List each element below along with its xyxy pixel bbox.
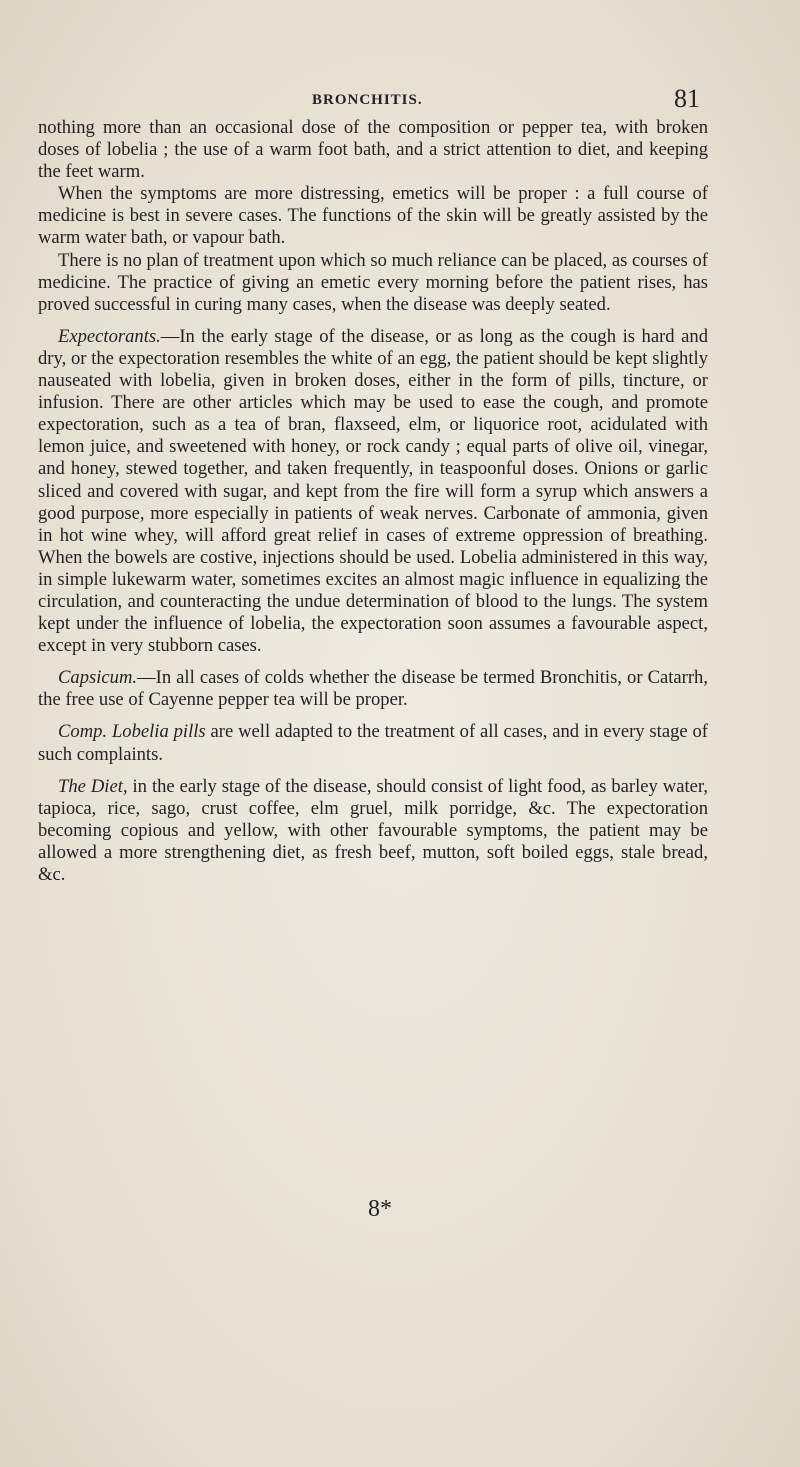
paragraph-expectorants: Expectorants.—In the early stage of the disease, or as long as the cough is hard and dry, or the expectoration resembles the white of an egg, the patient should be kept slightly nauseated with lobelia, given in broken doses, either in the form of pills, tincture, or infusion. There are other articles which may be used to ease the cough, and promote expectoration, such as a tea of bran, flaxseed, elm, or liquorice root, acidulated with lemon juice, and sweetened with honey, or rock candy ; equal parts of olive oil, vinegar, and honey, stewed together, and taken frequently, in teaspoonful doses. Onions or garlic sliced and covered with sugar, and kept from the fire will form a syrup which answers a good purpose, more especially in patients of weak nerves. Carbonate of ammonia, given in hot wine whey, will afford great relief in cases of extreme oppression of breathing. When the bowels are costive, injections should be used. Lobelia administered in this way, in simple lukewarm water, sometimes excites an almost magic influence in equalizing the circulation, and counteracting the undue determination of blood to the lungs. The system kept under the influence of lobelia, the expectoration soon assumes a favourable aspect, except in very stubborn cases. [38,325,708,657]
paragraph-lobelia-pills: Comp. Lobelia pills are well adapted to the treatment of all cases, and in every stage of such complaints. [38,721,708,765]
paragraph-treatment-plan: There is no plan of treatment upon which so much reliance can be placed, as courses of medicine. The practice of giving an emetic every morning before the patient rises, has proved successful in curing many cases, when the disease was deeply seated. [38,249,708,315]
paragraph-emetics: When the symptoms are more distressing, emetics will be proper : a full course of medicine is best in severe cases. The functions of the skin will be greatly assisted by the warm water bath, or vapour bath. [38,183,708,249]
lead-expectorants: Expectorants. [58,325,161,347]
page-header [0,80,800,120]
page-number: 81 [674,84,700,113]
lead-lobelia-pills: Comp. Lobelia pills [58,721,206,743]
running-head: BRONCHITIS. [312,92,423,108]
body-text [38,117,708,886]
lead-diet: The Diet, [58,775,128,797]
lead-capsicum: Capsicum. [58,667,138,689]
paragraph-capsicum: Capsicum.—In all cases of colds whether the disease be termed Bronchitis, or Catarrh, the free use of Cayenne pepper tea will be proper. [38,667,708,711]
paragraph-diet: The Diet, in the early stage of the disease, should consist of light food, as barley water, tapioca, rice, sago, crust coffee, elm gruel, milk porridge, &c. The expectoration becoming copious and yellow, with other favourable symptoms, the patient may be allowed a more strengthening diet, as fresh beef, mutton, soft boiled eggs, stale bread, &c. [38,775,708,885]
paragraph-continuation: nothing more than an occasional dose of the composition or pepper tea, with broken doses of lobelia ; the use of a warm foot bath, and a strict attention to diet, and keeping the feet warm. [38,117,708,183]
signature-mark: 8* [368,1196,392,1222]
